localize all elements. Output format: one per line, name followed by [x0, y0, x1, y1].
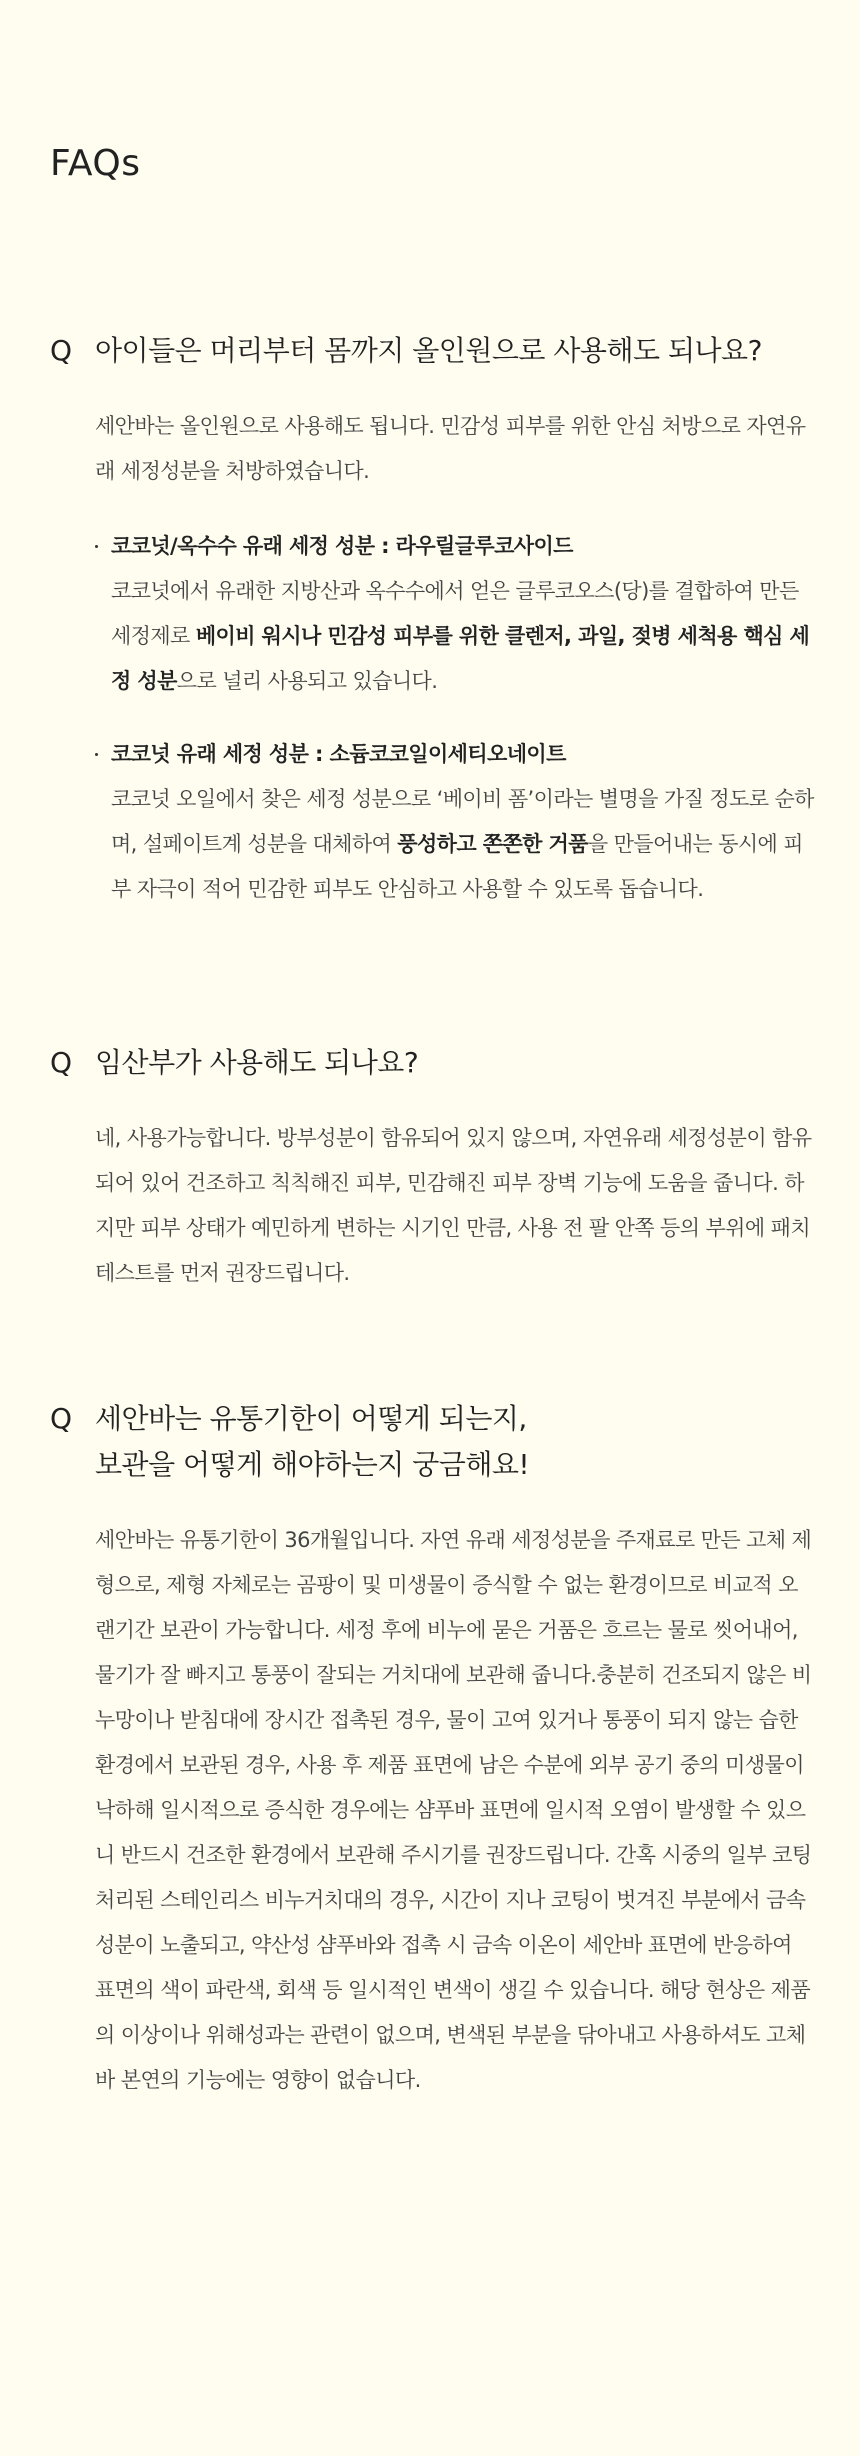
ingredient-item: [95, 524, 815, 704]
faq-item: [50, 188, 814, 912]
ingredient-text: 코코넛 오일에서 찾은 세정 성분으로 ‘베이비 폼’이라는 별명을 가질 정도로 순하며, 설페이트계 성분을 대체하여: [111, 787, 814, 856]
faq-question: 아이들은 머리부터 몸까지 올인원으로 사용해도 되나요?: [95, 334, 762, 367]
faq-answer: [95, 1116, 815, 1296]
faq-answer: [95, 404, 815, 912]
faq-question: [95, 1396, 529, 1488]
faq-question-row: [50, 1396, 810, 1488]
ingredient-highlight: 베이비 워시나 민감성 피부를 위한 클렌저, 과일, 젖병 세척용 핵심 세정 성분: [111, 624, 810, 693]
ingredient-list: [95, 524, 815, 912]
ingredient-description: [111, 777, 815, 912]
ingredient-description: [111, 569, 815, 704]
page-title: FAQs: [50, 143, 141, 184]
ingredient-text: 을 만들어내는 동시에 피부 자극이 적어 민감한 피부도 안심하고 사용할 수 있도록 돕습니다.: [111, 832, 803, 901]
ingredient-highlight: 풍성하고 쫀쫀한 거품: [397, 832, 588, 856]
q-marker: Q: [50, 1402, 73, 1435]
faq-answer-text: 네, 사용가능합니다. 방부성분이 함유되어 있지 않으며, 자연유래 세정성분이 함유되어 있어 건조하고 칙칙해진 피부, 민감해진 피부 장벽 기능에 도움을 줍니다. 하지만 피부 상태가 예민하게 변하는 시기인 만큼, 사용 전 팔 안쪽 등의 부위에 패치 테스트를 먼저 권장드립니다.: [95, 1126, 812, 1285]
ingredient-title: 코코넛 유래 세정 성분 : 소듐코코일이세티오네이트: [111, 742, 566, 766]
faq-question-line: 세안바는 유통기한이 어떻게 되는지,: [95, 1402, 527, 1435]
ingredient-text: 으로 널리 사용되고 있습니다.: [176, 669, 438, 693]
q-marker: Q: [50, 334, 73, 367]
faq-item: [50, 940, 810, 1296]
ingredient-item: [95, 732, 815, 912]
faq-question-row: [50, 1040, 810, 1086]
faq-answer: [95, 1518, 815, 2103]
faq-answer-text: 세안바는 올인원으로 사용해도 됩니다. 민감성 피부를 위한 안심 처방으로 자연유래 세정성분을 처방하였습니다.: [95, 414, 806, 483]
ingredient-title: 코코넛/옥수수 유래 세정 성분 : 라우릴글루코사이드: [111, 534, 573, 558]
faq-answer-text: 세안바는 유통기한이 36개월입니다. 자연 유래 세정성분을 주재료로 만든 고체 제형으로, 제형 자체로는 곰팡이 및 미생물이 증식할 수 없는 환경이므로 비교적 오랜기간 보관이 가능합니다. 세정 후에 비누에 묻은 거품은 흐르는 물로 씻어내어, 물기가 잘 빠지고 통풍이 잘되는 거치대에 보관해 줍니다.충분히 건조되지 않은 비누망이나 받침대에 장시간 접촉된 경우, 물이 고여 있거나 통풍이 되지 않는 습한 환경에서 보관된 경우, 사용 후 제품 표면에 남은 수분에 외부 공기 중의 미생물이 낙하해 일시적으로 증식한 경우에는 샴푸바 표면에 일시적 오염이 발생할 수 있으니 반드시 건조한 환경에서 보관해 주시기를 권장드립니다. 간혹 시중의 일부 코팅 처리된 스테인리스 비누거치대의 경우, 시간이 지나 코팅이 벗겨진 부분에서 금속 성분이 노출되고, 약산성 샴푸바와 접촉 시 금속 이온이 세안바 표면에 반응하여 표면의 색이 파란색, 회색 등 일시적인 변색이 생길 수 있습니다. 해당 현상은 제품의 이상이나 위해성과는 관련이 없으며, 변색된 부분을 닦아내고 사용하셔도 고체바 본연의 기능에는 영향이 없습니다.: [95, 1528, 812, 2092]
faq-question-line: 보관을 어떻게 해야하는지 궁금해요!: [95, 1448, 530, 1481]
ingredient-text: 코코넛에서 유래한 지방산과 옥수수에서 얻은 글루코오스(당)를 결합하여 만든 세정제로: [111, 579, 799, 648]
faq-question-row: [50, 328, 810, 374]
faq-item: [50, 1296, 810, 2103]
faq-question: 임산부가 사용해도 되나요?: [95, 1046, 419, 1079]
q-marker: Q: [50, 1046, 73, 1079]
